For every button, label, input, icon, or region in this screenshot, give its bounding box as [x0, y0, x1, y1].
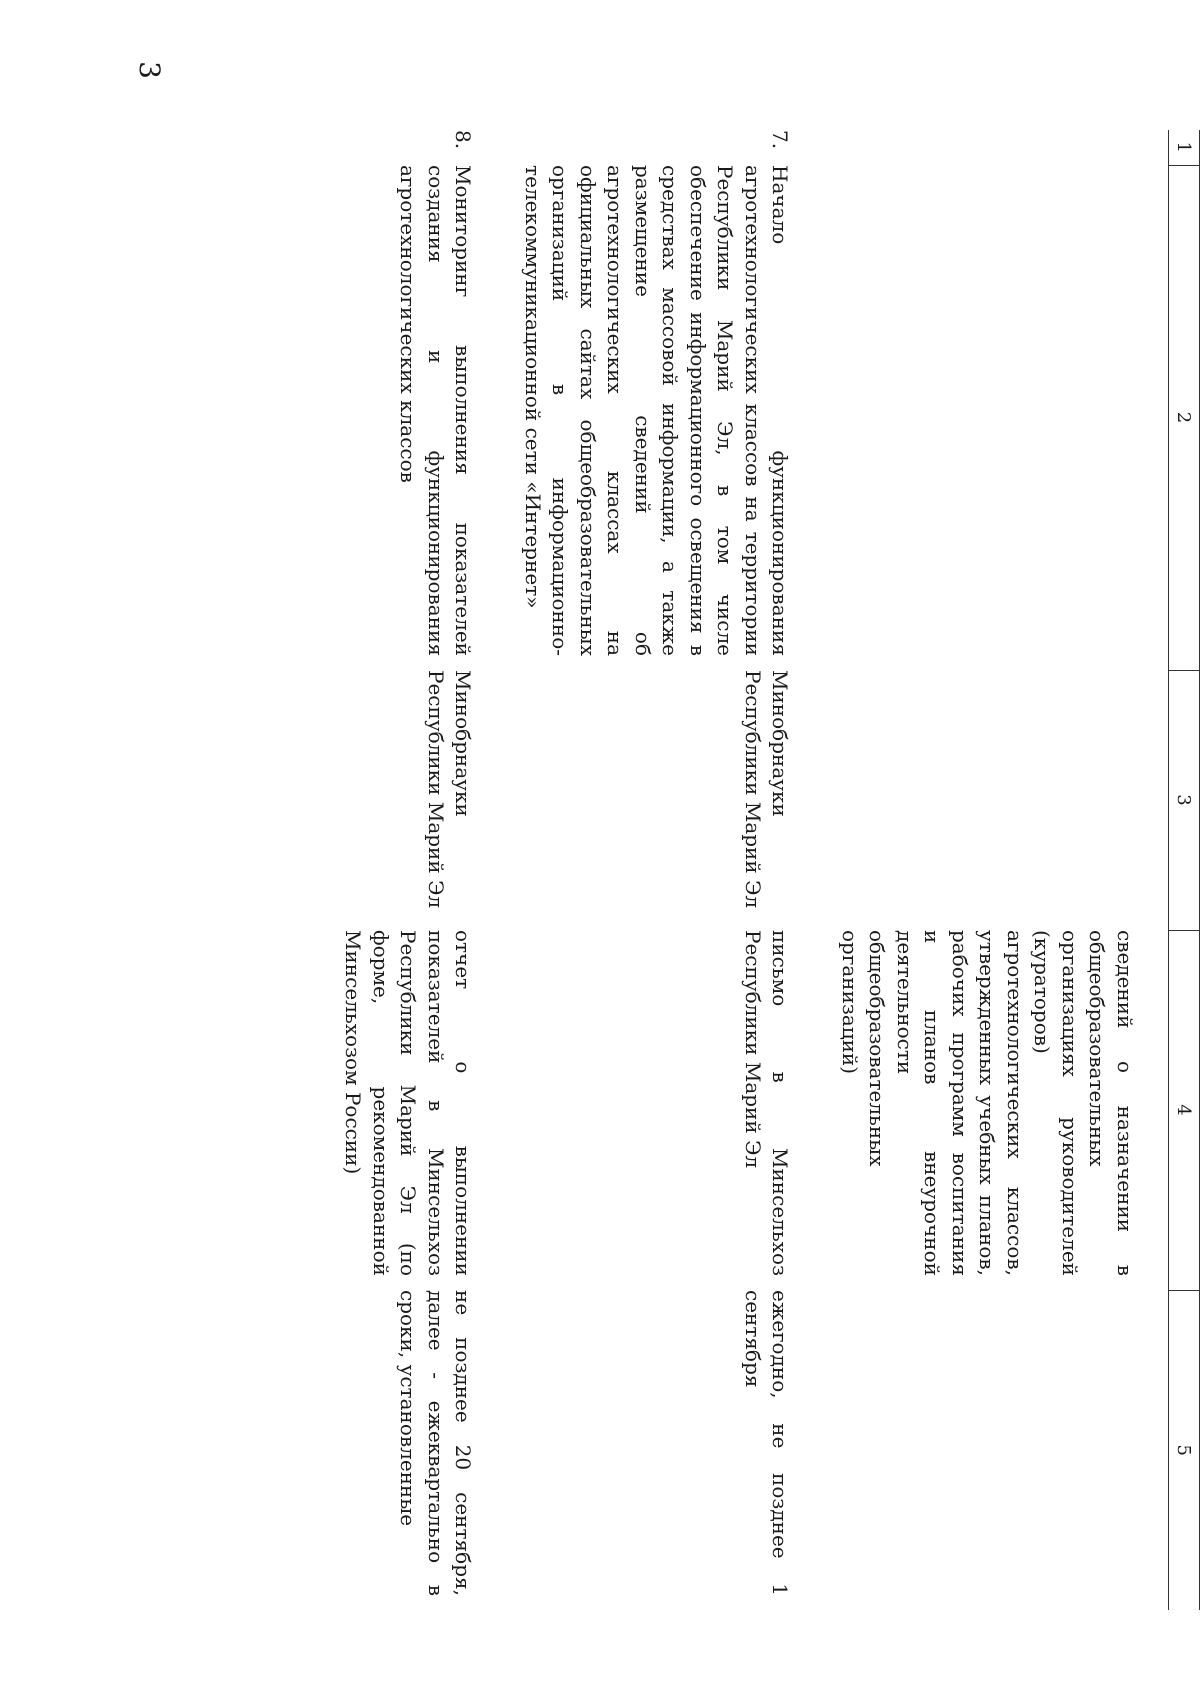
rotated-page-content: [200, 130, 1200, 1610]
plan-table: [339, 130, 1200, 1610]
table-row: [519, 130, 794, 1610]
row-number: 8.: [451, 130, 476, 150]
result-cell: отчет о выполнении показателей в Минсельхоз Республики Марий Эл (по форме, рекомендованной Минсельхозом России): [341, 930, 476, 1276]
activity-cell: Мониторинг выполнения показателей создания и функционирования агротехнологических классов: [396, 165, 476, 656]
activity-cell: Начало функционирования агротехнологических классов на территории Республики Марий Эл, в том числе обеспечение информационного освещения в средствах массовой информации, а также размещение сведений об агротехнологических классах на официальных сайтах общеобразовательных организаций в информационно-телекоммуникационной сети «Интернет»: [521, 165, 793, 656]
column-header: 5: [1169, 1290, 1200, 1610]
result-cell: сведений о назначении в общеобразовательных организациях руководителей (кураторов) агротехнологических классов, утвержденных учебных планов, рабочих программ воспитания и планов внеурочной деятельности общеобразовательных организаций): [838, 930, 1137, 1276]
column-header: 1: [1169, 130, 1200, 165]
column-header: 3: [1169, 670, 1200, 930]
deadline-cell: ежегодно, не позднее 1 сентября: [741, 1290, 793, 1596]
executor-cell: Минобрнауки Республики Марий Эл: [741, 670, 793, 909]
row-number: 7.: [768, 130, 793, 150]
column-header: 4: [1169, 930, 1200, 1290]
page-number: 3: [133, 61, 167, 79]
executor-cell: Минобрнауки Республики Марий Эл: [424, 670, 476, 909]
table-row: [339, 130, 477, 1610]
result-cell: письмо в Минсельхоз Республики Марий Эл: [741, 930, 793, 1276]
column-header: 2: [1169, 165, 1200, 670]
deadline-cell: не позднее 20 сентября, далее - ежеквартально в сроки, установленные: [396, 1290, 476, 1596]
table-row-continuation: [836, 130, 1139, 1610]
table-header-row: [1169, 130, 1200, 1610]
